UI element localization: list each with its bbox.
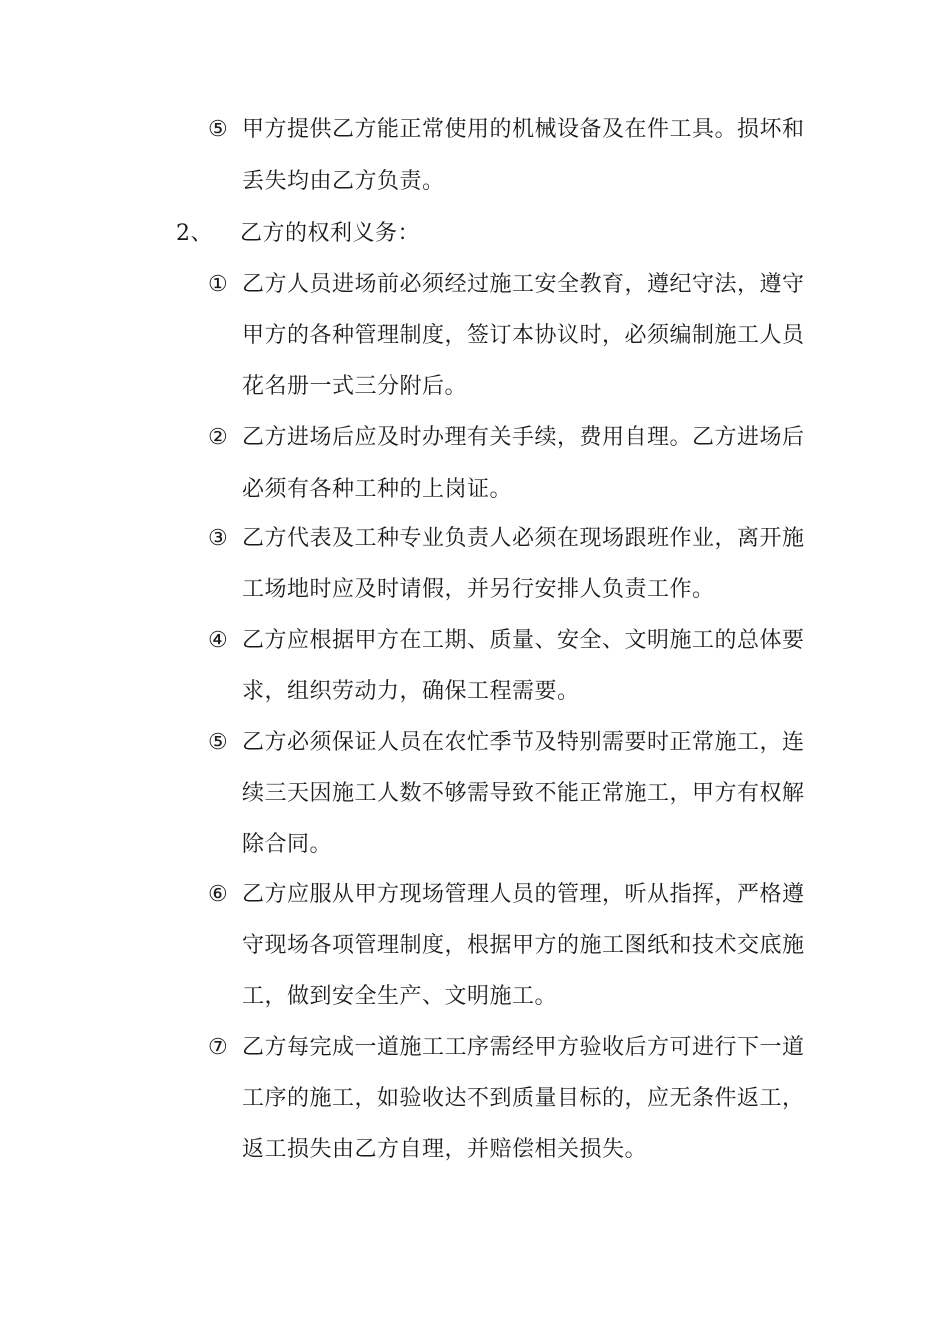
item-marker: ④ (208, 628, 229, 653)
item-line: 乙方每完成一道施工工序需经甲方验收后方可进行下一道 (242, 1035, 805, 1060)
item-marker: ⑥ (208, 882, 229, 907)
item-line: 乙方进场后应及时办理有关手续，费用自理。乙方进场后 (242, 425, 805, 450)
item-line: 除合同。 (242, 832, 333, 857)
item-line: 返工损失由乙方自理，并赔偿相关损失。 (242, 1137, 648, 1162)
item-line: 乙方代表及工种专业负责人必须在现场跟班作业，离开施 (242, 526, 805, 551)
item-line: 甲方提供乙方能正常使用的机械设备及在件工具。损坏和 (242, 117, 805, 142)
item-line: 甲方的各种管理制度，签订本协议时，必须编制施工人员 (242, 323, 805, 348)
item-line: 乙方应服从甲方现场管理人员的管理，听从指挥，严格遵 (242, 882, 805, 907)
item-marker: ① (208, 272, 229, 297)
item-marker: ③ (208, 526, 229, 551)
item-line: 求，组织劳动力，确保工程需要。 (242, 679, 580, 704)
item-line: 工序的施工，如验收达不到质量目标的，应无条件返工， (242, 1086, 805, 1111)
item-line: 乙方人员进场前必须经过施工安全教育，遵纪守法，遵守 (242, 272, 805, 297)
item-line: 必须有各种工种的上岗证。 (242, 477, 513, 502)
item-line: 守现场各项管理制度，根据甲方的施工图纸和技术交底施 (242, 933, 805, 958)
section-title: 乙方的权利义务： (240, 221, 421, 246)
item-marker: ⑦ (208, 1035, 229, 1060)
item-line: 工，做到安全生产、文明施工。 (242, 984, 558, 1009)
item-marker: ⑤ (208, 117, 229, 142)
item-line: 乙方应根据甲方在工期、质量、安全、文明施工的总体要 (242, 628, 805, 653)
item-marker: ⑤ (208, 730, 229, 755)
item-line: 续三天因施工人数不够需导致不能正常施工，甲方有权解 (242, 781, 805, 806)
item-line: 乙方必须保证人员在农忙季节及特别需要时正常施工，连 (242, 730, 805, 755)
item-line: 花名册一式三分附后。 (242, 374, 468, 399)
item-line: 工场地时应及时请假，并另行安排人负责工作。 (242, 577, 715, 602)
section-number: 2、 (176, 221, 213, 246)
item-line: 丢失均由乙方负责。 (242, 169, 445, 194)
item-marker: ② (208, 425, 229, 450)
